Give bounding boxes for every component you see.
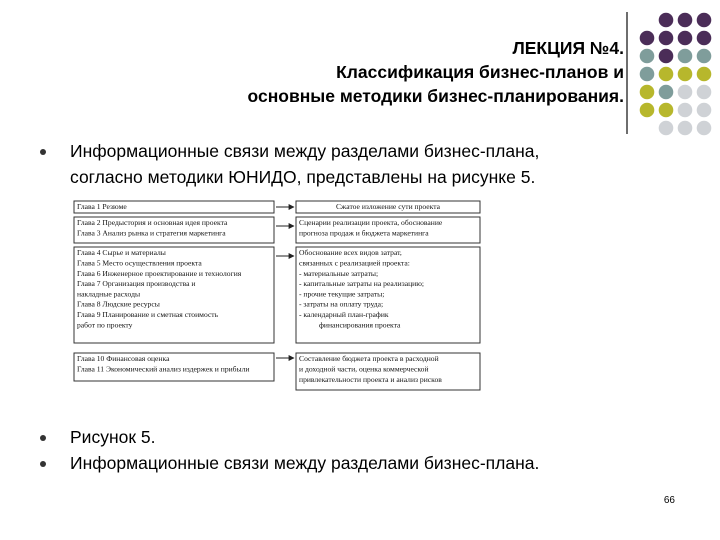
- right-box-2: [296, 217, 480, 243]
- left-box-text: Глава 2 Предыстория и основная идея проекта: [77, 218, 228, 228]
- right-box-text: - календарный план-график: [299, 310, 389, 319]
- right-box-text: Сценарии реализации проекта, обоснование: [299, 218, 443, 228]
- left-box-1: [74, 201, 274, 213]
- slide-title: [104, 36, 624, 108]
- decor-dot: [678, 31, 693, 46]
- left-box-text: Глава 1 Резюме: [77, 202, 127, 212]
- decor-dot: [678, 13, 693, 28]
- right-box-text: Обоснование всех видов затрат,: [299, 248, 402, 258]
- decor-dot: [659, 67, 674, 82]
- decor-dot: [697, 13, 712, 28]
- decor-dot: [640, 85, 655, 100]
- bullet-text: Информационные связи между разделами бизнес-плана.: [70, 453, 540, 473]
- title-line-1: ЛЕКЦИЯ №4.: [512, 38, 624, 58]
- decor-dot: [640, 49, 655, 64]
- decor-dot: [659, 13, 674, 28]
- right-box-text: связанных с реализацией проекта:: [299, 258, 410, 268]
- decorative-dot-grid: [638, 12, 718, 137]
- right-box-text: Составление бюджета проекта в расходной: [299, 354, 439, 364]
- right-box-4: [296, 353, 480, 390]
- left-box-text: Глава 8 Людские ресурсы: [77, 299, 160, 309]
- decor-dot: [697, 49, 712, 64]
- right-box-text: - прочие текущие затраты;: [299, 289, 385, 299]
- bullet-text: Рисунок 5.: [70, 427, 156, 447]
- title-line-3: основные методики бизнес-планирования.: [247, 86, 624, 106]
- right-box-1: [296, 201, 480, 213]
- bullet-icon: [40, 149, 46, 155]
- decor-dot: [678, 121, 693, 136]
- left-box-text: Глава 9 Планирование и сметная стоимость: [77, 310, 219, 319]
- decor-dot: [678, 67, 693, 82]
- info-links-diagram: [72, 196, 484, 392]
- decor-dot: [640, 31, 655, 46]
- left-box-text: Глава 3 Анализ рынка и стратегия маркетинга: [77, 228, 226, 238]
- decor-dot: [659, 103, 674, 118]
- decor-dot: [697, 103, 712, 118]
- decor-dot: [640, 67, 655, 82]
- left-box-text: работ по проекту: [77, 320, 133, 330]
- decor-dot: [659, 85, 674, 100]
- page-number: 66: [663, 495, 675, 506]
- right-box-text: и доходной части, оценка коммерческой: [299, 364, 429, 374]
- right-box-text: прогноза продаж и бюджета маркетинга: [299, 228, 429, 238]
- decor-dot: [697, 85, 712, 100]
- decor-dot: [659, 31, 674, 46]
- left-box-text: Глава 5 Место осуществления проекта: [77, 258, 202, 268]
- decor-dot: [659, 49, 674, 64]
- left-box-text: Глава 11 Экономический анализ издержек и прибыли: [77, 364, 250, 374]
- decor-dot: [697, 67, 712, 82]
- left-box-2: [74, 217, 274, 243]
- right-box-text: - капитальные затраты на реализацию;: [299, 279, 424, 289]
- left-box-text: накладные расходы: [77, 289, 141, 299]
- left-box-text: Глава 6 Инженерное проектирование и технология: [77, 268, 242, 278]
- bullet-icon: [40, 435, 46, 441]
- right-box-text: привлекательности проекта и анализ рисков: [299, 374, 442, 384]
- bullet-text-line-1: Информационные связи между разделами бизнес-плана,: [70, 141, 540, 161]
- bullet-text-line-2: согласно методики ЮНИДО, представлены на рисунке 5.: [70, 167, 536, 187]
- right-box-text: Сжатое изложение сути проекта: [335, 202, 441, 212]
- decor-dot: [659, 121, 674, 136]
- decor-dot: [640, 103, 655, 118]
- decor-dot: [697, 121, 712, 136]
- right-box-3: [296, 247, 480, 343]
- decor-dot: [697, 31, 712, 46]
- decor-dot: [678, 85, 693, 100]
- title-divider: [626, 12, 628, 134]
- left-box-text: Глава 10 Финансовая оценка: [77, 354, 170, 364]
- decor-dot: [678, 49, 693, 64]
- right-box-text: - материальные затраты;: [299, 268, 379, 278]
- left-box-3: [74, 247, 274, 343]
- left-box-text: Глава 4 Сырье и материалы: [77, 248, 166, 258]
- right-box-text: - затраты на оплату труда;: [299, 299, 384, 309]
- decor-dot: [678, 103, 693, 118]
- left-box-4: [74, 353, 274, 381]
- bullet-icon: [40, 461, 46, 467]
- right-box-text: финансирования проекта: [319, 320, 401, 330]
- left-box-text: Глава 7 Организация производства и: [77, 279, 196, 289]
- title-line-2: Классификация бизнес-планов и: [336, 62, 624, 82]
